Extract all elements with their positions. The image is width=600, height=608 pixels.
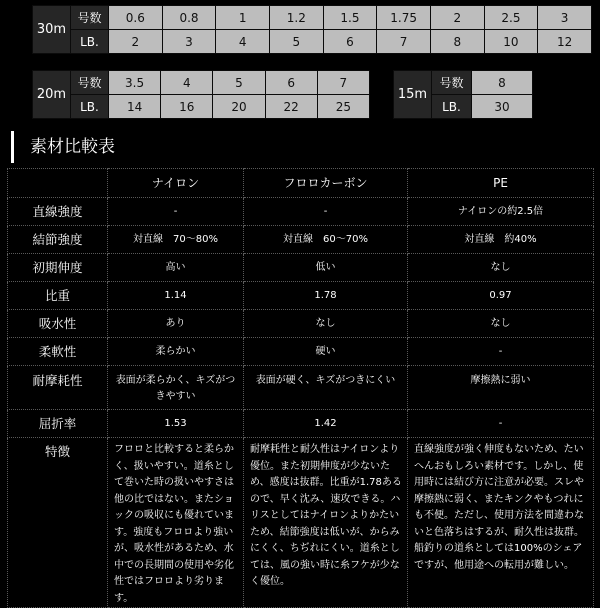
gousu-cell: 4 xyxy=(161,71,213,95)
gousu-cell: 2.5 xyxy=(484,6,538,30)
row-label: 直線強度 xyxy=(8,198,108,226)
table-cell: なし xyxy=(408,310,594,338)
table-cell: 対直線 60〜70% xyxy=(244,226,408,254)
lb-cell: 5 xyxy=(269,30,323,54)
feature-text: 直線強度が強く伸度もないため、たいへんおもしろい素材です。しかし、使用時には結び方に注意が必要。スレや摩擦熱に弱く、またキンクやもつれにも不便。ただし、使用方法を間違わないと色落ちはするが、耐久性は抜群。船釣りの道糸としては100%のシェアですが、他用途への転用が難しい。 xyxy=(408,438,594,608)
cell-line: きやすい xyxy=(155,391,196,402)
gousu-cell: 3.5 xyxy=(109,71,161,95)
row-label: 耐摩耗性 xyxy=(8,366,108,410)
gousu-cell: 1.2 xyxy=(269,6,323,30)
material-comparison-table xyxy=(7,168,594,608)
length-label: 20m xyxy=(33,71,71,119)
column-header: フロロカーボン xyxy=(244,169,408,198)
gousu-cell: 0.8 xyxy=(162,6,216,30)
lb-cell: 7 xyxy=(377,30,431,54)
gousu-cell: 3 xyxy=(538,6,592,30)
cell-line: 摩擦熱に弱い xyxy=(470,375,531,386)
row-label: 結節強度 xyxy=(8,226,108,254)
lb-label: LB. xyxy=(71,95,109,119)
lb-cell: 22 xyxy=(265,95,317,119)
row-label: 吸水性 xyxy=(8,310,108,338)
table-cell: 柔らかい xyxy=(108,338,244,366)
cell-line: 表面が硬く、キズがつきにくい xyxy=(255,375,396,386)
gousu-cell: 6 xyxy=(265,71,317,95)
lb-cell: 3 xyxy=(162,30,216,54)
gousu-cell: 1.75 xyxy=(377,6,431,30)
feature-text: 耐摩耗性と耐久性はナイロンより優位。また初期伸度が少ないため、感度は抜群。比重が1.78あるので、早く沈み、速攻できる。ハリスとしてはナイロンよりかたいため、結節強度は低いが、からみにくく、ちぢれにくい。道糸としては、風の強い時に糸フケが少なく優位。 xyxy=(244,438,408,608)
section-accent-bar xyxy=(11,131,14,163)
lb-cell: 6 xyxy=(323,30,377,54)
spec-table-15m xyxy=(393,70,533,119)
table-cell xyxy=(408,366,594,410)
lb-cell: 30 xyxy=(472,95,533,119)
lb-cell: 16 xyxy=(161,95,213,119)
gousu-label: 号数 xyxy=(71,71,109,95)
table-cell: - xyxy=(408,338,594,366)
spec-table-20m xyxy=(32,70,370,119)
lb-cell: 4 xyxy=(216,30,270,54)
lb-cell: 2 xyxy=(109,30,163,54)
table-cell: 1.53 xyxy=(108,410,244,438)
gousu-cell: 1 xyxy=(216,6,270,30)
row-label: 柔軟性 xyxy=(8,338,108,366)
lb-cell: 8 xyxy=(430,30,484,54)
feature-text: フロロと比較すると柔らかく、扱いやすい。道糸として巻いた時の扱いやすさは他の比ではない。またショックの吸収にも優れています。強度もフロロより強いが、吸水性があるため、水中での長期間の使用や劣化性ではフロロより劣ります。 xyxy=(108,438,244,608)
table-cell: 1.42 xyxy=(244,410,408,438)
table-cell: 0.97 xyxy=(408,282,594,310)
column-header: PE xyxy=(408,169,594,198)
lb-cell: 10 xyxy=(484,30,538,54)
row-label: 初期伸度 xyxy=(8,254,108,282)
header-empty-cell xyxy=(8,169,108,198)
table-cell: - xyxy=(244,198,408,226)
table-cell: 対直線 70〜80% xyxy=(108,226,244,254)
gousu-label: 号数 xyxy=(432,71,472,95)
gousu-cell: 5 xyxy=(213,71,265,95)
table-cell: - xyxy=(108,198,244,226)
row-label: 屈折率 xyxy=(8,410,108,438)
table-cell: 1.14 xyxy=(108,282,244,310)
lb-cell: 20 xyxy=(213,95,265,119)
gousu-cell: 7 xyxy=(317,71,369,95)
lb-cell: 25 xyxy=(317,95,369,119)
column-header: ナイロン xyxy=(108,169,244,198)
gousu-cell: 8 xyxy=(472,71,533,95)
gousu-cell: 2 xyxy=(430,6,484,30)
cell-line: 表面が柔らかく、キズがつ xyxy=(115,375,236,386)
table-cell: 硬い xyxy=(244,338,408,366)
gousu-cell: 0.6 xyxy=(109,6,163,30)
lb-label: LB. xyxy=(432,95,472,119)
table-cell xyxy=(244,366,408,410)
row-label: 特徴 xyxy=(8,438,108,608)
table-cell: なし xyxy=(408,254,594,282)
spec-table-30m xyxy=(32,5,592,54)
length-label: 15m xyxy=(394,71,432,119)
row-label: 比重 xyxy=(8,282,108,310)
table-cell: 高い xyxy=(108,254,244,282)
gousu-cell: 1.5 xyxy=(323,6,377,30)
table-cell: ナイロンの約2.5倍 xyxy=(408,198,594,226)
table-cell: 低い xyxy=(244,254,408,282)
lb-label: LB. xyxy=(71,30,109,54)
table-cell xyxy=(108,366,244,410)
lb-cell: 12 xyxy=(538,30,592,54)
table-cell: あり xyxy=(108,310,244,338)
length-label: 30m xyxy=(33,6,71,54)
lb-cell: 14 xyxy=(109,95,161,119)
section-title: 素材比較表 xyxy=(30,137,115,157)
table-cell: 1.78 xyxy=(244,282,408,310)
gousu-label: 号数 xyxy=(71,6,109,30)
table-cell: - xyxy=(408,410,594,438)
table-cell: なし xyxy=(244,310,408,338)
table-cell: 対直線 約40% xyxy=(408,226,594,254)
